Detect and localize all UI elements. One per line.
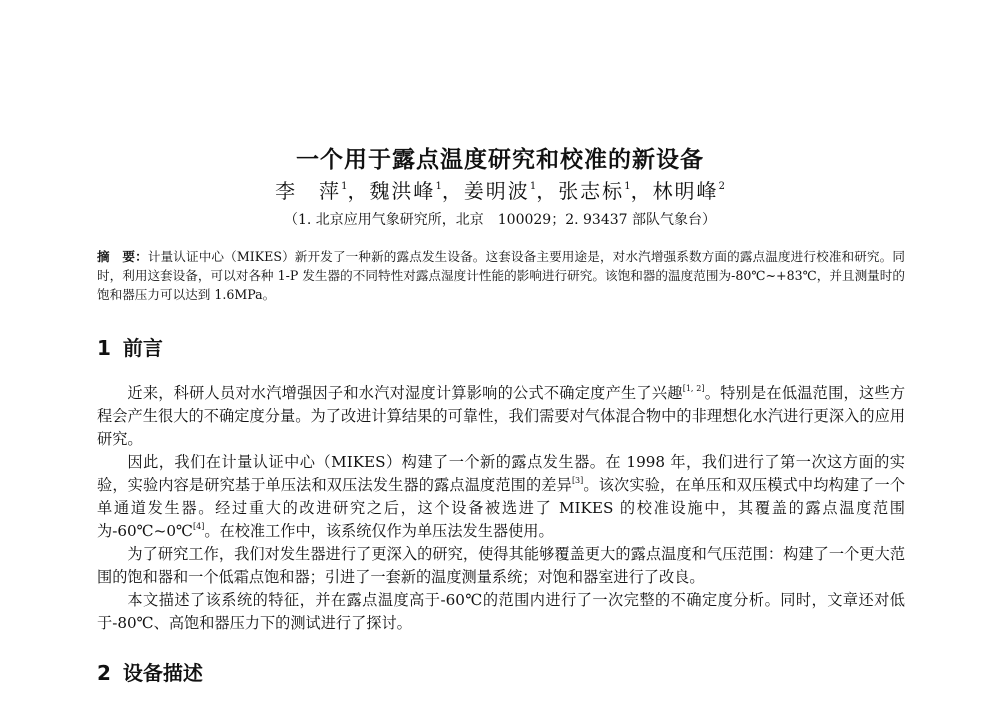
author-separator: ， xyxy=(441,179,464,203)
paragraph-text: 。在校准工作中，该系统仅作为单压法发生器使用。 xyxy=(204,522,554,540)
paragraph-text: 。特别是在低温范围，这些方程会产生很大的不确定度分量。为了改进计算结果的可靠性，我们需要对气体混合物中的非理想化水汽进行更深入的应用研究。 xyxy=(97,384,906,448)
section-title: 前言 xyxy=(122,336,163,360)
author-list xyxy=(0,175,1000,204)
section-title: 设备描述 xyxy=(122,661,203,685)
citation: [1, 2] xyxy=(682,384,705,393)
abstract-label: 摘 要： xyxy=(97,249,148,264)
paragraph-text: 近来，科研人员对水汽增强因子和水汽对湿度计算影响的公式不确定度产生了兴趣 xyxy=(127,384,683,402)
author-name: 魏洪峰 xyxy=(369,179,436,203)
citation: [4] xyxy=(193,522,205,531)
author-name: 张志标 xyxy=(558,179,625,203)
author-separator: ， xyxy=(536,179,559,203)
section-number: 1 xyxy=(97,336,111,360)
paragraph: 为了研究工作，我们对发生器进行了更深入的研究，使得其能够覆盖更大的露点温度和气压范围：构建了一个更大范围的饱和器和一个低霜点饱和器；引进了一套新的温度测量系统；对饱和器室进行了改良。 xyxy=(97,545,905,586)
author-affil-mark: 2 xyxy=(718,181,725,192)
author-affil-mark: 1 xyxy=(341,181,348,192)
author-separator: ， xyxy=(347,179,370,203)
paragraph-text: 。该次实验，在单压和双压模式中均构建了一个单通道发生器。经过重大的改进研究之后，这个设备被选进了 MIKES 的校准设施中，其覆盖的露点温度范围为-60℃~0℃ xyxy=(97,476,906,540)
section-heading xyxy=(97,657,203,686)
author-name: 李 萍 xyxy=(275,179,342,203)
author-name: 林明峰 xyxy=(652,179,719,203)
section-number: 2 xyxy=(97,661,111,685)
section-heading xyxy=(97,332,163,361)
author-affil-mark: 1 xyxy=(529,181,537,192)
paragraph-text: 因此，我们在计量认证中心（MIKES）构建了一个新的露点发生器。在 1998 年，我们进行了第一次这方面的实验，实验内容是研究基于单压法和双压法发生器的露点温度范围的差异 xyxy=(97,453,905,494)
author-affil-mark: 1 xyxy=(624,181,631,192)
author-affil-mark: 1 xyxy=(435,181,442,192)
paper-title: 一个用于露点温度研究和校准的新设备 xyxy=(296,147,704,173)
affiliation: （1. 北京应用气象研究所，北京 100029；2. 93437 部队气象台） xyxy=(283,212,717,228)
paragraph: 本文描述了该系统的特征，并在露点温度高于-60℃的范围内进行了一次完整的不确定度分析。同时，文章还对低于-80℃、高饱和器压力下的测试进行了探讨。 xyxy=(97,591,905,632)
author-name: 姜明波 xyxy=(463,179,530,203)
paragraph xyxy=(97,382,905,451)
abstract xyxy=(97,247,905,304)
author-separator: ， xyxy=(630,179,653,203)
abstract-text: 计量认证中心（MIKES）新开发了一种新的露点发生设备。这套设备主要用途是，对水汽增强系数方面的露点温度进行校准和研究。同时，利用这套设备，可以对各种 1-P 发生器的不同特性对露点湿度计性能的影响进行研究。该饱和器的温度范围为-80℃~+83℃，并且测量时的饱和器压力可以达到 1.6MPa。 xyxy=(97,249,905,302)
paragraph xyxy=(97,451,905,543)
citation: [3] xyxy=(571,476,584,485)
